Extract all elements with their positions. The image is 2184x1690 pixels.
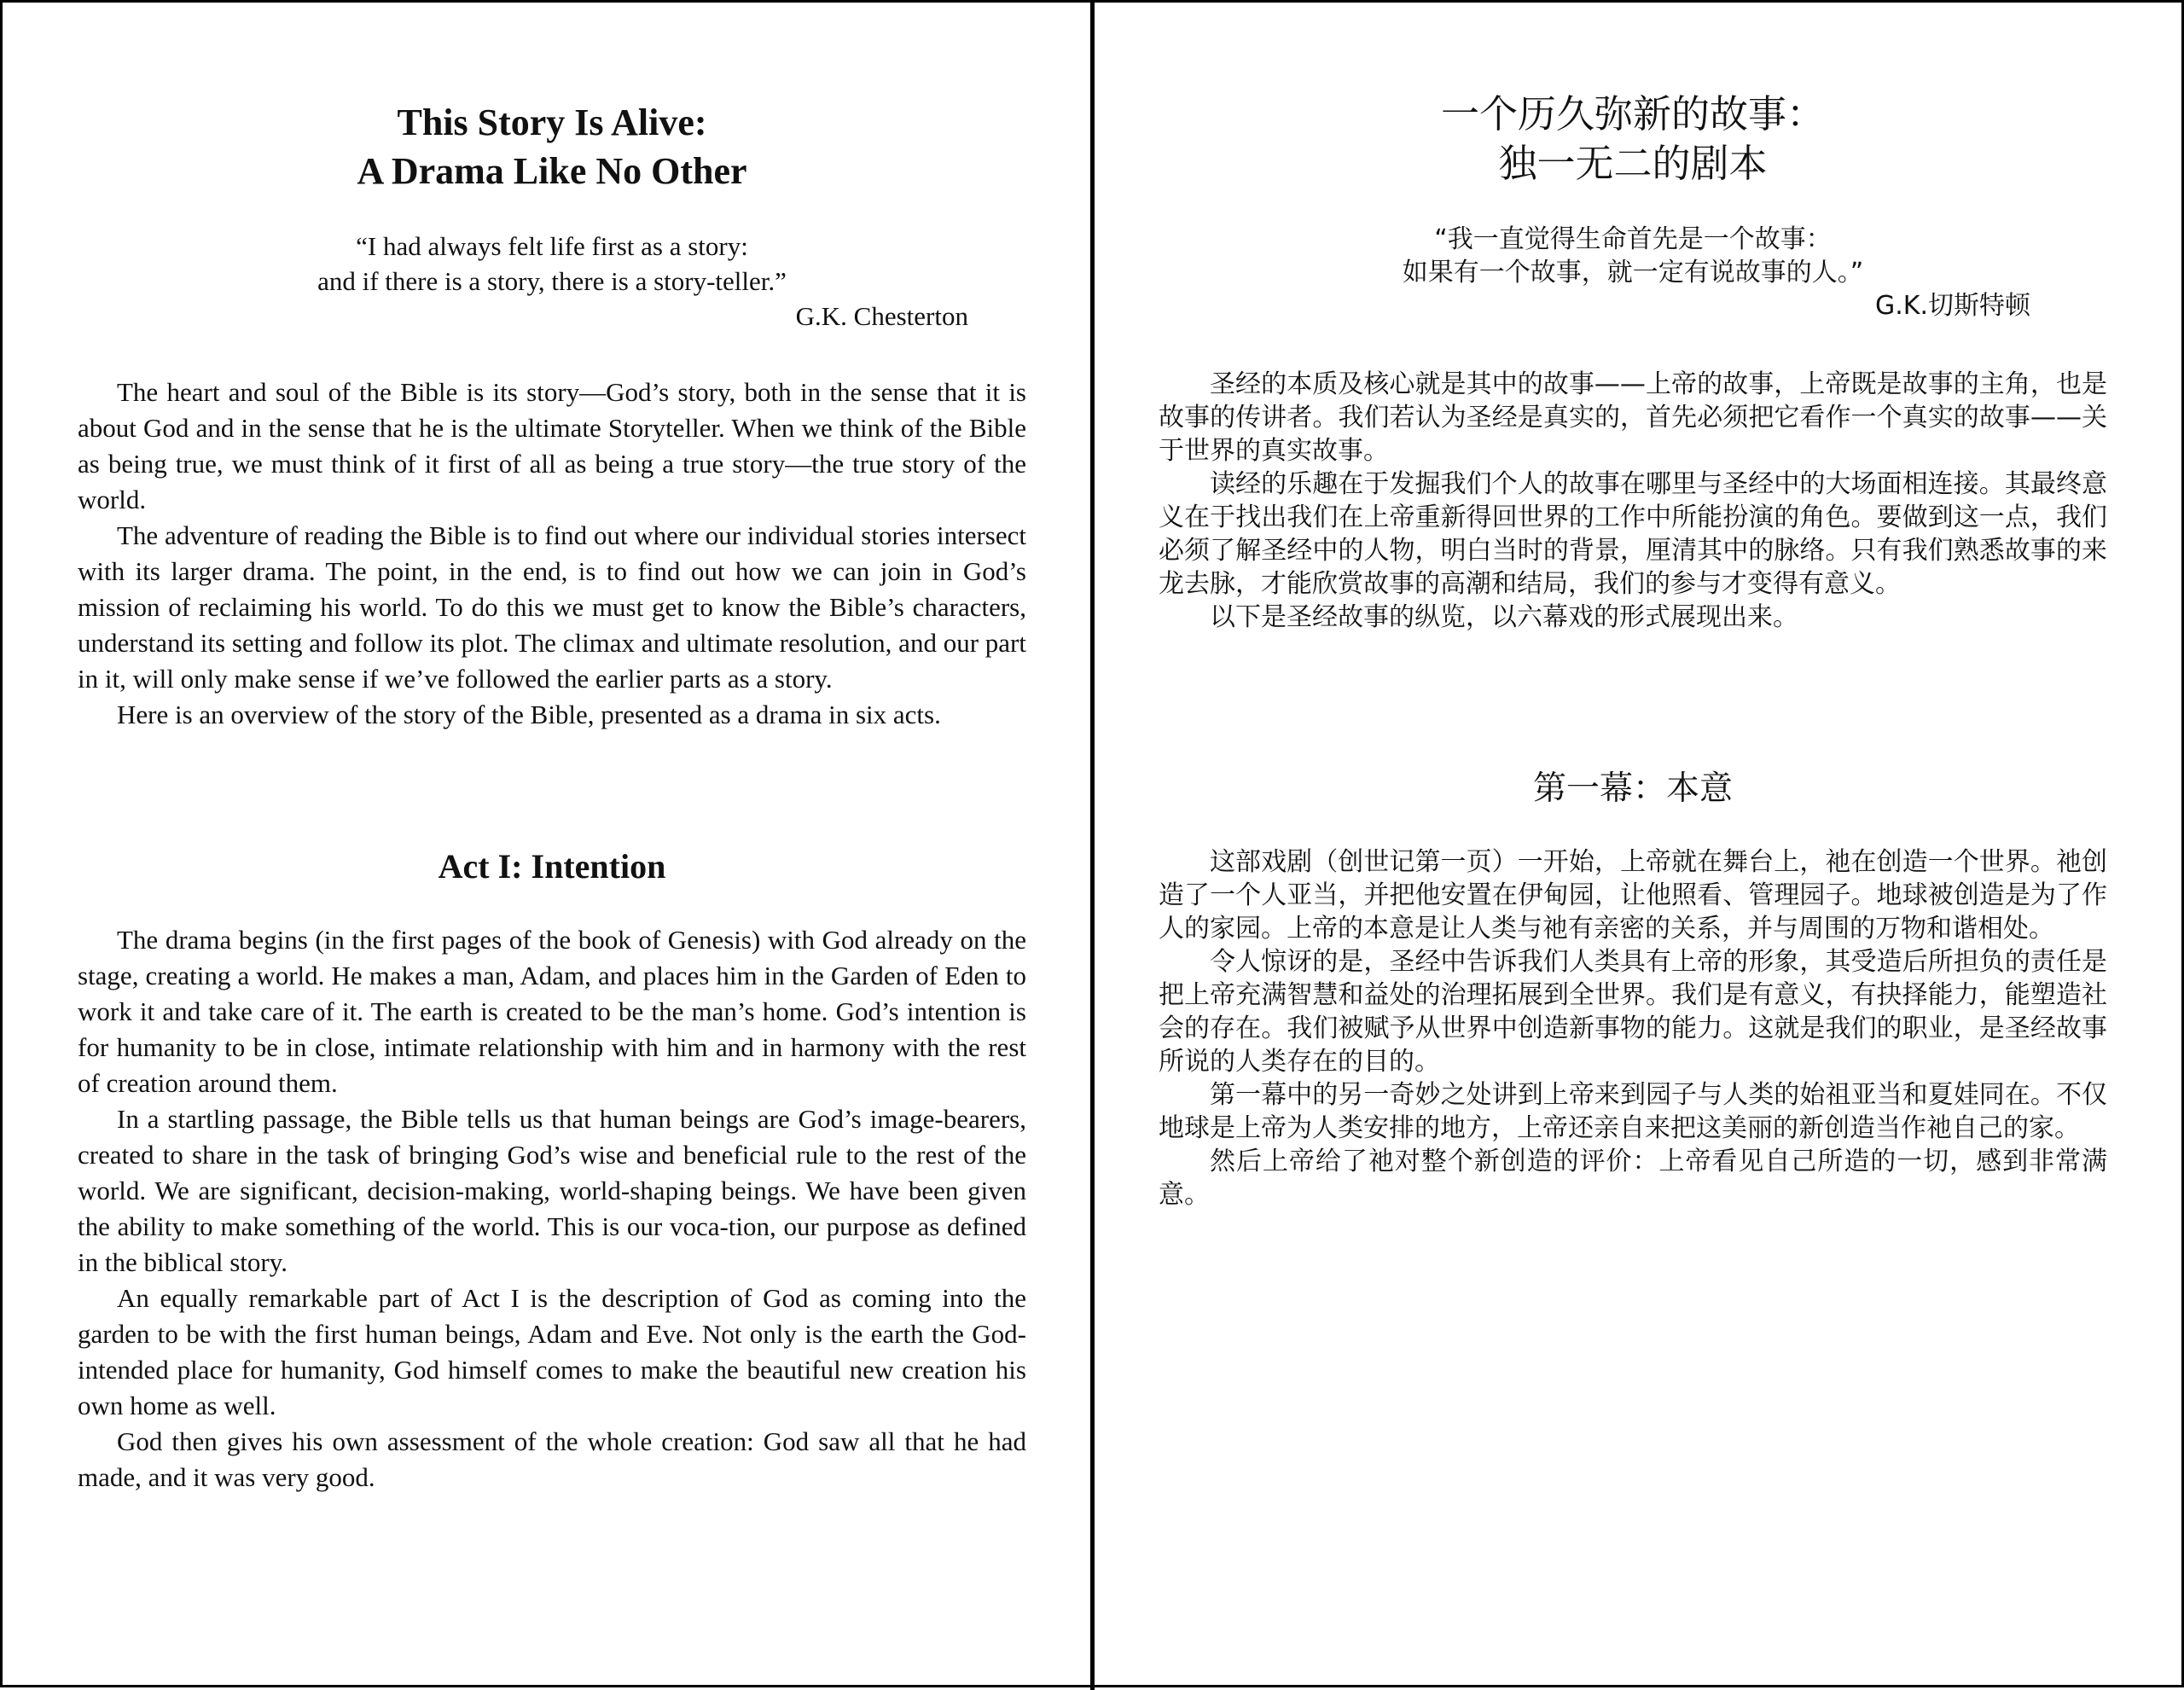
section-text [78, 922, 1026, 1495]
paragraph: God then gives his own assessment of the whole creation: God saw all that he had made, and it was very good. [78, 1426, 1026, 1492]
title-line: 独一无二的剧本 [1498, 141, 1768, 186]
epigraph-line: “I had always felt life first as a story: [356, 231, 748, 261]
paragraph: In a startling passage, the Bible tells us that human beings are God’s image-bearers, created to share in the task of bringing God’s wise and beneficial rule to the rest of the world. We are significant, decision-making, world-shaping beings. We have been given the ability to make something of the world. This is our voca-tion, our purpose as defined in the biblical story. [78, 1104, 1026, 1277]
paragraph: The adventure of reading the Bible is to find out where our individual stories intersect with its larger drama. The point, in the end, is to find out how we can join in God’s mission of reclaiming his world. To do this we must get to know the Bible’s characters, understand its setting and follow its plot. The climax and ultimate resolution, and our part in it, will only make sense if we’ve followed the earlier parts as a story. [78, 520, 1026, 694]
section-heading: 第一幕：本意 [1532, 770, 1733, 808]
intro-text [78, 375, 1026, 733]
paragraph: 读经的乐趣在于发掘我们个人的故事在哪里与圣经中的大场面相连接。其最终意义在于找出我们在上帝重新得回世界的工作中所能扮演的角色。要做到这一点，我们必须了解圣经中的人物，明白当时的背景，厘清其中的脉络。只有我们熟悉故事的来龙去脉，才能欣赏故事的高潮和结局，我们的参与才变得有意义。 [1159, 469, 2107, 599]
page-divider [1090, 3, 1095, 1690]
page-title [78, 98, 1026, 195]
title-line: A Drama Like No Other [357, 150, 747, 192]
paragraph: The heart and soul of the Bible is its story—God’s story, both in the sense that it is about God and in the sense that he is the ultimate Storyteller. When we think of the Bible as being true, we must think of it first of all as being a true story—the true story of the world. [78, 377, 1026, 514]
paragraph: 第一幕中的另一奇妙之处讲到上帝来到园子与人类的始祖亚当和夏娃同在。不仅地球是上帝为人类安排的地方，上帝还亲自来把这美丽的新创造当作祂自己的家。 [1159, 1080, 2107, 1143]
paragraph: Here is an overview of the story of the Bible, presented as a drama in six acts. [117, 700, 941, 729]
paragraph: 然后上帝给了祂对整个新创造的评价：上帝看见自己所造的一切，感到非常满意。 [1159, 1147, 2107, 1210]
page-title [1159, 90, 2107, 189]
paragraph: 圣经的本质及核心就是其中的故事——上帝的故事，上帝既是故事的主角，也是故事的传讲者。我们若认为圣经是真实的，首先必须把它看作一个真实的故事——关于世界的真实故事。 [1159, 369, 2107, 466]
section-heading: Act I: Intention [438, 847, 666, 886]
paragraph: The drama begins (in the first pages of the book of Genesis) with God already on the stage, creating a world. He makes a man, Adam, and places him in the Garden of Eden to work it and take care of it. The earth is created to be the man’s home. God’s intention is for humanity to be in close, intimate relationship with him and in harmony with the rest of creation around them. [78, 925, 1026, 1098]
title-line: This Story Is Alive: [397, 102, 707, 143]
epigraph-line: “我一直觉得生命首先是一个故事： [1434, 224, 1832, 254]
english-page [78, 3, 1026, 1690]
epigraph-line: 如果有一个故事，就一定有说故事的人。” [1402, 258, 1864, 287]
epigraph-author: G.K. Chesterton [795, 301, 968, 331]
chinese-page [1159, 3, 2107, 1690]
epigraph [1159, 223, 2107, 322]
epigraph [78, 229, 1026, 334]
paragraph: 以下是圣经故事的纵览，以六幕戏的形式展现出来。 [1210, 602, 1798, 632]
section-text [1159, 845, 2107, 1211]
paragraph: 令人惊讶的是，圣经中告诉我们人类具有上帝的形象，其受造后所担负的责任是把上帝充满智慧和益处的治理拓展到全世界。我们是有意义，有抉择能力，能塑造社会的存在。我们被赋予从世界中创造新事物的能力。这就是我们的职业，是圣经故事所说的人类存在的目的。 [1159, 947, 2107, 1077]
intro-text [1159, 368, 2107, 634]
paragraph: An equally remarkable part of Act I is the description of God as coming into the garden to be with the first human beings, Adam and Eve. Not only is the earth the God-intended place for humanity, God himself comes to make the beautiful new creation his own home as well. [78, 1283, 1026, 1420]
paragraph: 这部戏剧（创世记第一页）一开始，上帝就在舞台上，祂在创造一个世界。祂创造了一个人亚当，并把他安置在伊甸园，让他照看、管理园子。地球被创造是为了作人的家园。上帝的本意是让人类与祂有亲密的关系，并与周围的万物和谐相处。 [1159, 847, 2107, 944]
epigraph-line: and if there is a story, there is a story-teller.” [317, 266, 787, 296]
title-line: 一个历久弥新的故事： [1440, 91, 1825, 136]
epigraph-author: G.K.切斯特顿 [1875, 291, 2030, 321]
